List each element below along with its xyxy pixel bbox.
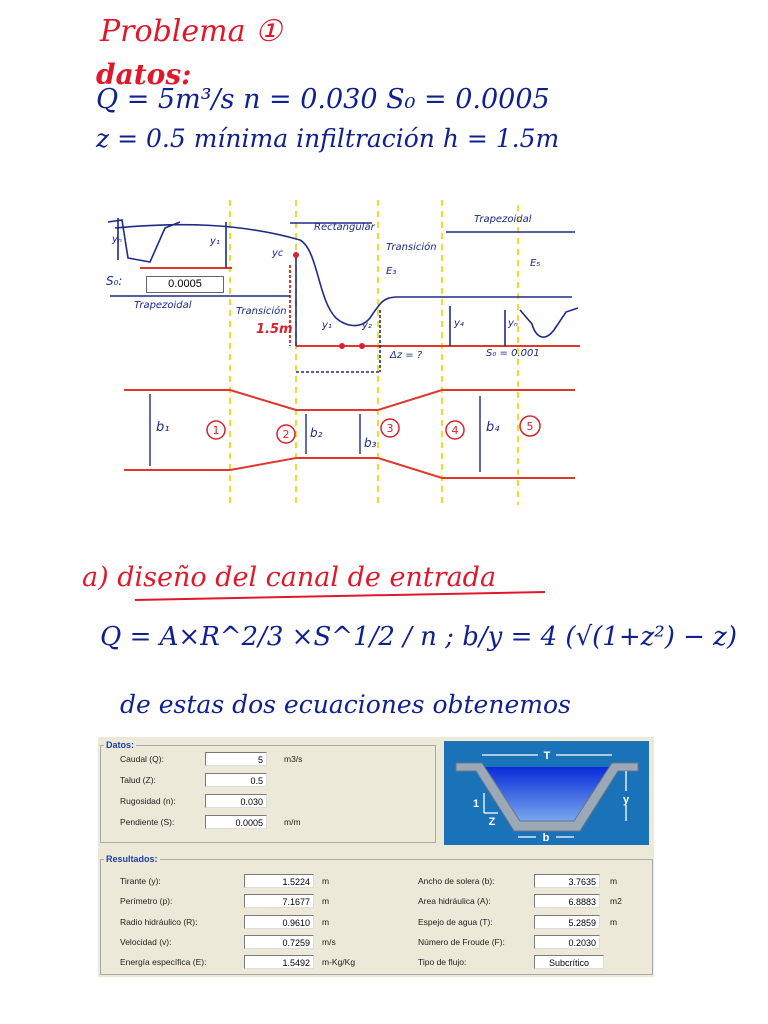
result-unit: m: [322, 876, 330, 886]
tirante-output: 1.5224: [244, 874, 314, 888]
input-label: Rugosidad (n):: [120, 796, 176, 806]
result-label: Número de Froude (F):: [418, 937, 505, 947]
trapezoidal-left-label: Trapezoidal: [134, 300, 192, 311]
yc-label: yc: [272, 248, 284, 259]
pendiente-input[interactable]: 0.0005: [205, 815, 267, 829]
drop-label: 1.5m: [256, 322, 293, 337]
yn-right-label: yₙ: [508, 318, 518, 329]
slope-box: 0.0005: [146, 276, 224, 293]
diagram-T-label: T: [543, 750, 551, 762]
data-line-2: z = 0.5 mínima infiltración h = 1.5m: [96, 124, 560, 153]
section-a-heading: a) diseño del canal de entrada: [82, 562, 497, 593]
result-label: Tirante (y):: [120, 876, 161, 886]
result-unit: m: [322, 917, 330, 927]
y1b-label: y₁: [322, 320, 332, 331]
hcanales-panel: [98, 737, 654, 977]
input-label: Pendiente (S):: [120, 817, 175, 827]
result-label: Perímetro (p):: [120, 896, 173, 906]
ancho-output: 3.7635: [534, 874, 600, 888]
input-unit: m/m: [284, 817, 301, 827]
y2-label: y₂: [362, 320, 372, 331]
result-unit: m: [610, 876, 618, 886]
transicion-right-label: Transición: [386, 242, 437, 253]
b4-label: b₄: [486, 420, 500, 435]
section-5-label: 5: [526, 420, 534, 433]
transicion-left-label: Transición: [236, 306, 287, 317]
result-unit: m: [322, 896, 330, 906]
section-3-label: 3: [386, 422, 394, 435]
perimetro-output: 7.1677: [244, 894, 314, 908]
datos-heading: datos:: [96, 58, 192, 91]
result-unit: m-Kg/Kg: [322, 957, 356, 967]
b1-label: b₁: [156, 420, 170, 435]
section-1-label: 1: [212, 424, 220, 437]
diagram-z-label: Z: [488, 816, 496, 828]
page-title: Problema ①: [100, 14, 282, 49]
input-label: Caudal (Q):: [120, 754, 164, 764]
section-2-label: 2: [282, 428, 290, 441]
data-line-1: Q = 5m³/s n = 0.030 S₀ = 0.0005: [96, 84, 550, 115]
result-label: Area hidráulica (A):: [418, 896, 491, 906]
e3-label: E₃: [386, 266, 397, 277]
b2-label: b₂: [310, 426, 323, 440]
diagram-1-label: 1: [472, 798, 480, 810]
result-label: Radio hidráulico (R):: [120, 917, 198, 927]
result-label: Ancho de solera (b):: [418, 876, 495, 886]
input-unit: m3/s: [284, 754, 303, 764]
y1-label: y₁: [210, 236, 220, 247]
channel-section-image: [444, 741, 649, 845]
froude-output: 0.2030: [534, 935, 600, 949]
result-label: Tipo de flujo:: [418, 957, 467, 967]
so-right-label: S₀ = 0.001: [486, 348, 540, 359]
result-unit: m/s: [322, 937, 336, 947]
conclusion-text: de estas dos ecuaciones obtenemos: [120, 690, 571, 719]
b3-label: b₃: [364, 436, 377, 450]
diagram-y-label: y: [622, 794, 630, 806]
energia-output: 1.5492: [244, 955, 314, 969]
tipo-flujo-output: Subcrítico: [534, 955, 604, 969]
resultados-title: Resultados:: [106, 854, 158, 864]
result-label: Espejo de agua (T):: [418, 917, 493, 927]
input-label: Talud (Z):: [120, 775, 156, 785]
rugosidad-input[interactable]: 0.030: [205, 794, 267, 808]
talud-input[interactable]: 0.5: [205, 773, 267, 787]
caudal-input[interactable]: 5: [205, 752, 267, 766]
rectangular-label: Rectangular: [314, 222, 375, 233]
dz-label: Δz = ?: [390, 350, 423, 361]
so-left-label: S₀:: [106, 274, 123, 288]
velocidad-output: 0.7259: [244, 935, 314, 949]
radio-output: 0.9610: [244, 915, 314, 929]
yn-left-label: yₙ: [112, 234, 122, 245]
datos-title: Datos:: [106, 740, 135, 750]
result-label: Velocidad (v):: [120, 937, 172, 947]
area-output: 6.8883: [534, 894, 600, 908]
y4-label: y₄: [454, 318, 464, 329]
result-unit: m2: [610, 896, 622, 906]
e5-label: E₅: [530, 258, 541, 269]
result-label: Energía específica (E):: [120, 957, 207, 967]
diagram-b-label: b: [542, 832, 550, 844]
espejo-output: 5.2859: [534, 915, 600, 929]
result-unit: m: [610, 917, 618, 927]
trapezoidal-right-label: Trapezoidal: [474, 214, 532, 225]
manning-formula: Q = A×R^2/3 ×S^1/2 / n ; b/y = 4 (√(1+z²) − z): [100, 622, 738, 652]
section-4-label: 4: [451, 424, 459, 437]
